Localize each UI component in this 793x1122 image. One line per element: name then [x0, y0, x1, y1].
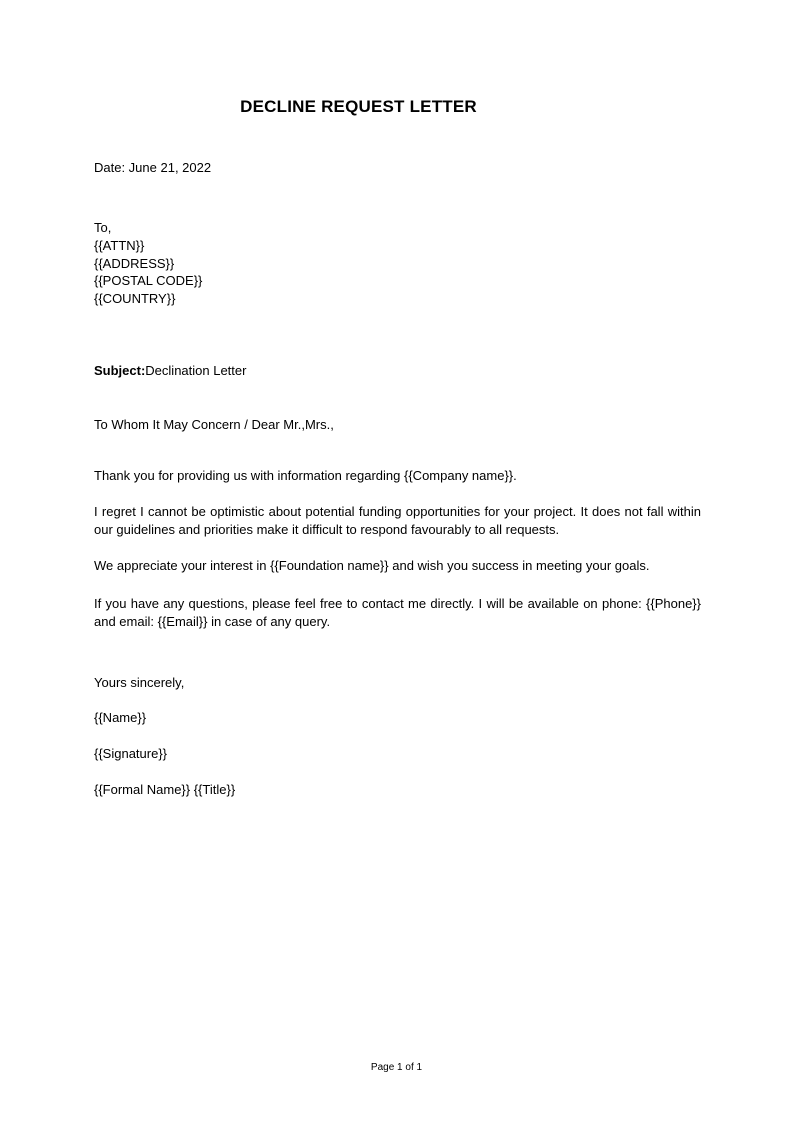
- letter-title: DECLINE REQUEST LETTER: [240, 97, 477, 116]
- subject-text: Declination Letter: [145, 363, 247, 378]
- paragraph-regret: I regret I cannot be optimistic about potential funding opportunities for your project. It does not fall within our guidelines and priorities make it difficult to respond favourably to all requests.: [94, 504, 701, 537]
- salutation: To Whom It May Concern / Dear Mr.,Mrs.,: [94, 417, 334, 432]
- recipient-address: {{ADDRESS}}: [94, 256, 175, 271]
- recipient-to: To,: [94, 220, 112, 235]
- signature-placeholder: {{Signature}}: [94, 746, 168, 761]
- subject-line: [94, 362, 246, 380]
- recipient-country: {{COUNTRY}}: [94, 291, 176, 306]
- signature-name: {{Name}}: [94, 710, 147, 725]
- closing: Yours sincerely,: [94, 675, 185, 690]
- paragraph-intro: Thank you for providing us with information regarding {{Company name}}.: [94, 468, 517, 483]
- formal-name-title: {{Formal Name}} {{Title}}: [94, 782, 236, 797]
- subject-label: Subject:: [94, 363, 146, 378]
- paragraph-contact: If you have any questions, please feel free to contact me directly. I will be available on phone: {{Phone}} and email: {{Email}} in case of any query.: [94, 596, 701, 629]
- recipient-attn: {{ATTN}}: [94, 238, 145, 253]
- date-line: Date: June 21, 2022: [94, 160, 212, 175]
- page-footer: Page 1 of 1: [370, 1062, 423, 1073]
- paragraph-appreciation: We appreciate your interest in {{Foundation name}} and wish you success in meeting your goals.: [94, 558, 650, 573]
- recipient-postal-code: {{POSTAL CODE}}: [94, 273, 203, 288]
